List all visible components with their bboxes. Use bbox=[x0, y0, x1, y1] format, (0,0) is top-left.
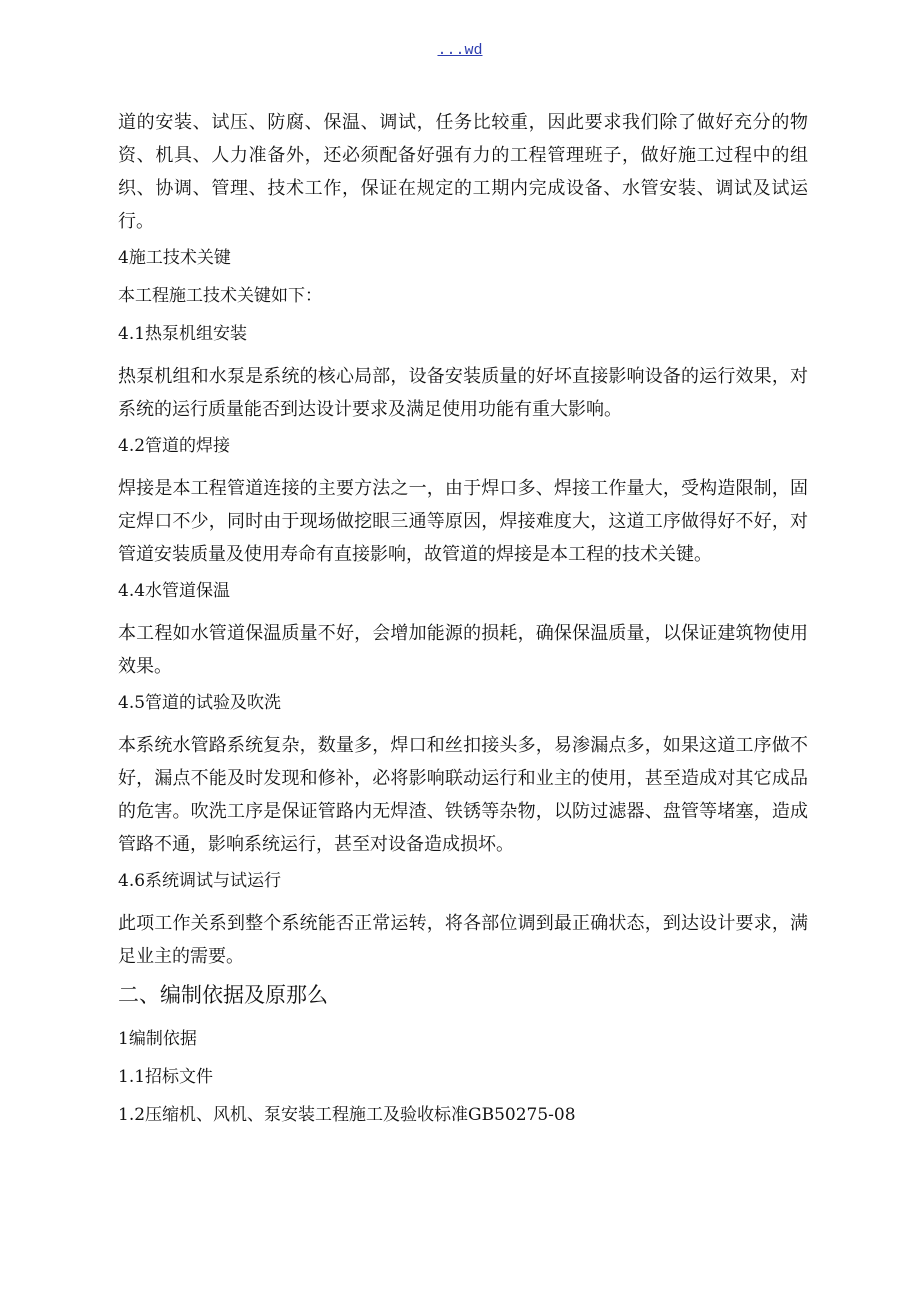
subsection-heading: 4.4水管道保温 bbox=[118, 581, 231, 601]
paragraph: 热泵机组和水泵是系统的核心局部，设备安装质量的好坏直接影响设备的运行效果，对系统的运行质量能否到达设计要求及满足使用功能有重大影响。 bbox=[118, 366, 808, 420]
paragraph: 此项工作关系到整个系统能否正常运转，将各部位调到最正确状态，到达设计要求，满足业主的需要。 bbox=[118, 913, 808, 967]
paragraph: 焊接是本工程管道连接的主要方法之一，由于焊口多、焊接工作量大，受构造限制，固定焊口不少，同时由于现场做挖眼三通等原因，焊接难度大，这道工序做得好不好，对管道安装质量及使用寿命有直接影响，故管道的焊接是本工程的技术关键。 bbox=[118, 478, 808, 565]
paragraph: 道的安装、试压、防腐、保温、调试，任务比较重，因此要求我们除了做好充分的物资、机具、人力准备外，还必须配备好强有力的工程管理班子，做好施工过程中的组织、协调、管理、技术工作，保证在规定的工期内完成设备、水管安装、调试及试运行。 bbox=[118, 112, 808, 232]
subsection-heading: 1.1招标文件 bbox=[118, 1067, 214, 1087]
header-link[interactable] bbox=[0, 42, 920, 59]
header-link-text[interactable]: ...wd bbox=[437, 42, 483, 59]
subsection-heading: 1.2压缩机、风机、泵安装工程施工及验收标准GB50275-08 bbox=[118, 1105, 576, 1125]
section-heading: 4施工技术关键 bbox=[118, 248, 231, 268]
chapter-heading: 二、编制依据及原那么 bbox=[118, 983, 328, 1007]
paragraph: 本工程如水管道保温质量不好，会增加能源的损耗，确保保温质量，以保证建筑物使用效果。 bbox=[118, 623, 808, 677]
subsection-heading: 4.2管道的焊接 bbox=[118, 436, 231, 456]
intro-line: 本工程施工技术关键如下： bbox=[118, 286, 322, 306]
document-body bbox=[118, 106, 808, 1141]
paragraph: 本系统水管路系统复杂，数量多，焊口和丝扣接头多，易渗漏点多，如果这道工序做不好，漏点不能及时发现和修补，必将影响联动运行和业主的使用，甚至造成对其它成品的危害。吹洗工序是保证管路内无焊渣、铁锈等杂物，以防过滤器、盘管等堵塞，造成管路不通，影响系统运行，甚至对设备造成损坏。 bbox=[118, 735, 808, 855]
section-heading: 1编制依据 bbox=[118, 1029, 197, 1049]
subsection-heading: 4.1热泵机组安装 bbox=[118, 324, 248, 344]
subsection-heading: 4.5管道的试验及吹洗 bbox=[118, 693, 282, 713]
subsection-heading: 4.6系统调试与试运行 bbox=[118, 871, 282, 891]
